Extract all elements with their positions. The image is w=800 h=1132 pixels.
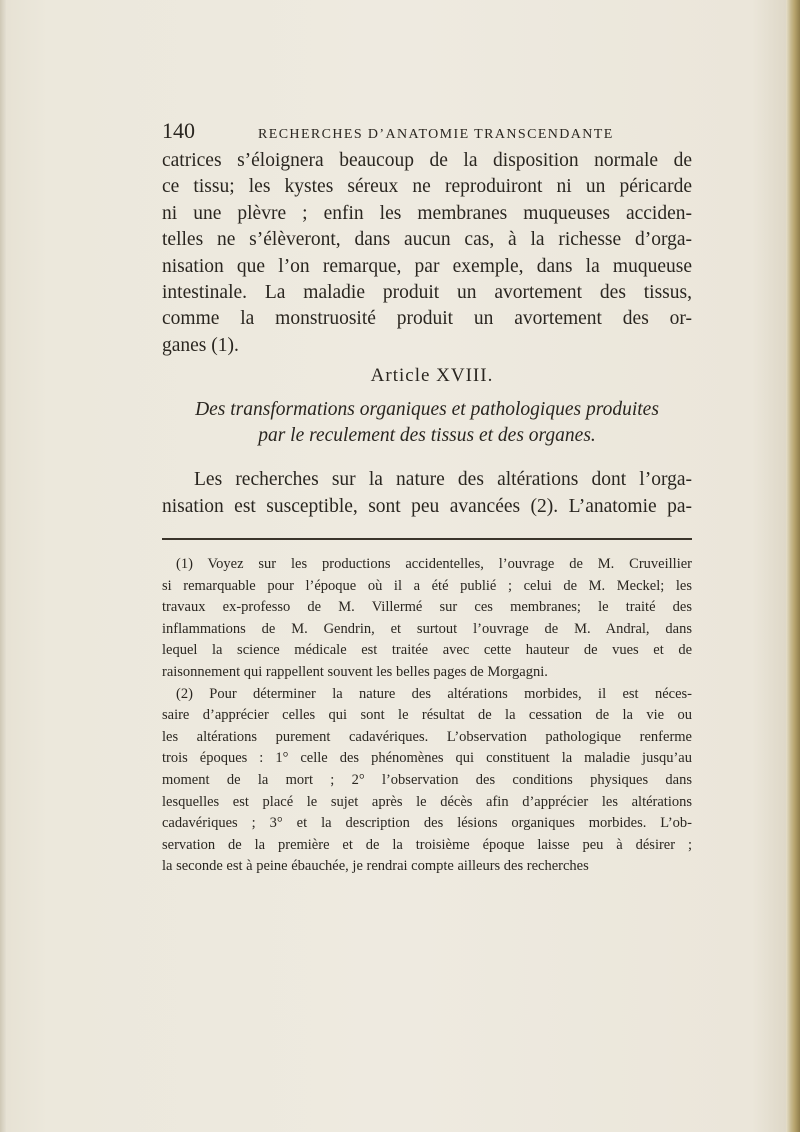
- footnote-line: (1) Voyez sur les productions accidentelles, l’ouvrage de M. Cruveillier: [176, 556, 692, 573]
- footnote-line: servation de la première et de la troisième époque laisse peu à désirer ;: [162, 836, 692, 853]
- paragraph-2: [162, 467, 692, 520]
- page-right-edge: [786, 0, 800, 1132]
- footnote-line: les altérations purement cadavériques. L’observation pathologique renferme: [162, 728, 692, 745]
- section-title: [162, 397, 692, 449]
- footnote-line: (2) Pour déterminer la nature des altérations morbides, il est néces-: [176, 685, 692, 702]
- footnote-2: [162, 684, 692, 878]
- text-line: nisation est susceptible, sont peu avancées (2). L’anatomie pa-: [162, 495, 692, 517]
- section-title-line: Des transformations organiques et pathologiques produites: [195, 399, 659, 421]
- paragraph-1: [162, 148, 692, 359]
- text-line: catrices s’éloignera beaucoup de la disposition normale de: [162, 150, 692, 171]
- footnote-line: travaux ex-professo de M. Villermé sur ces membranes; le traité des: [162, 599, 692, 616]
- text-line: ni une plèvre ; enfin les membranes muqueuses acciden-: [162, 202, 692, 224]
- footnote-line: raisonnement qui rappellent souvent les belles pages de Morgagni.: [162, 664, 548, 681]
- text-line: telles ne s’élèveront, dans aucun cas, à la richesse d’orga-: [162, 229, 692, 251]
- footnote-line: lequel la science médicale est traitée avec cette hauteur de vues et de: [162, 642, 692, 659]
- text-line: comme la monstruosité produit un avortement des or-: [162, 308, 692, 330]
- footnote-line: trois époques : 1° celle des phénomènes qui constituent la maladie jusqu’au: [162, 750, 692, 767]
- footnote-line: saire d’apprécier celles qui sont le résultat de la cessation de la vie ou: [162, 707, 692, 724]
- text-line: Les recherches sur la nature des altérations dont l’orga-: [194, 469, 692, 491]
- page-number: 140: [162, 118, 195, 143]
- footnote-line: si remarquable pour l’époque où il a été publié ; celui de M. Meckel; les: [162, 577, 692, 594]
- page-header: [162, 118, 692, 144]
- footnote-line: lesquelles est placé le sujet après le décès afin d’apprécier les altérations: [162, 793, 692, 810]
- footnote-1: [162, 554, 692, 684]
- page-left-edge: [0, 0, 6, 1132]
- footnotes: [162, 554, 692, 878]
- footnote-line: cadavériques ; 3° et la description des lésions organiques morbides. L’ob-: [162, 815, 692, 832]
- footnote-divider: [162, 538, 692, 540]
- text-line: ce tissu; les kystes séreux ne reproduiront ni un péricarde: [162, 176, 692, 198]
- footnote-line: la seconde est à peine ébauchée, je rendrai compte ailleurs des recherches: [162, 858, 589, 875]
- section-title-line: par le reculement des tissus et des organes.: [258, 425, 596, 447]
- footnote-line: moment de la mort ; 2° l’observation des conditions physiques dans: [162, 772, 692, 788]
- text-line: intestinale. La maladie produit un avortement des tissus,: [162, 282, 692, 304]
- article-heading: Article XVIII.: [370, 365, 494, 387]
- text-line: ganes (1).: [162, 334, 239, 356]
- page-content: [162, 118, 692, 878]
- text-line: nisation que l’on remarque, par exemple, dans la muqueuse: [162, 255, 692, 277]
- running-title: RECHERCHES D’ANATOMIE TRANSCENDANTE: [258, 127, 614, 142]
- footnote-line: inflammations de M. Gendrin, et surtout l’ouvrage de M. Andral, dans: [162, 620, 692, 637]
